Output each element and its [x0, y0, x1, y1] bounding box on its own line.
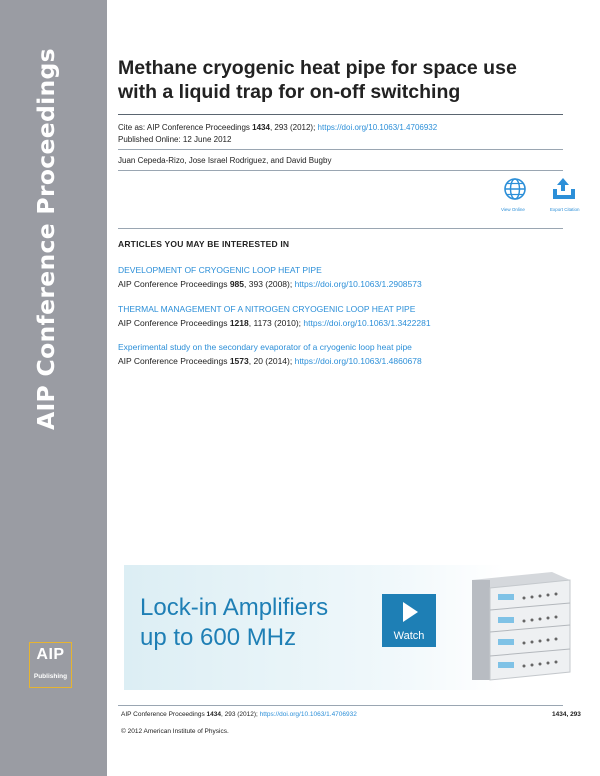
footer-cite-volume: 1434: [206, 711, 221, 718]
export-icon: [544, 176, 584, 208]
citation-rest: , 293 (2012);: [269, 123, 318, 132]
citation-prefix: Cite as: AIP Conference Proceedings: [118, 123, 253, 132]
ad-headline: [140, 593, 328, 653]
article-ref-prefix: AIP Conference Proceedings: [118, 356, 230, 366]
footer-cite-prefix: AIP Conference Proceedings: [121, 711, 207, 718]
related-article-title[interactable]: Experimental study on the secondary evaporator of a cryogenic loop heat pipe: [118, 342, 412, 352]
footer-cite-rest: , 293 (2012);: [220, 711, 260, 718]
article-ref-volume: 985: [229, 279, 245, 289]
footer-page-ref: 1434, 293: [552, 711, 581, 718]
related-article-ref: [118, 356, 422, 366]
view-online-label[interactable]: View Online: [501, 207, 525, 212]
instrument-stack-image: [462, 570, 574, 688]
citation-doi-link[interactable]: https://doi.org/10.1063/1.4706932: [317, 123, 438, 132]
article-ref-volume: 1573: [229, 356, 249, 366]
published-date: Published Online: 12 June 2012: [118, 135, 232, 144]
footer-divider: [118, 705, 563, 706]
paper-title: [118, 56, 578, 104]
citation-volume: 1434: [252, 123, 270, 132]
footer-citation: [121, 711, 357, 718]
article-ref-prefix: AIP Conference Proceedings: [118, 318, 230, 328]
footer-copyright: © 2012 American Institute of Physics.: [121, 728, 229, 735]
ad-headline-line1: Lock-in Amplifiers: [140, 594, 329, 621]
globe-icon: [495, 176, 535, 208]
meta-divider: [118, 149, 563, 150]
paper-title-line1: Methane cryogenic heat pipe for space use: [118, 57, 517, 79]
paper-title-line2: with a liquid trap for on-off switching: [118, 81, 461, 103]
article-doi-link[interactable]: https://doi.org/10.1063/1.4860678: [294, 356, 422, 366]
related-article-ref: [118, 279, 422, 289]
ad-headline-line2: up to 600 MHz: [140, 624, 297, 651]
related-article-title[interactable]: THERMAL MANAGEMENT OF A NITROGEN CRYOGENIC LOOP HEAT PIPE: [118, 304, 416, 314]
watch-button[interactable]: [382, 594, 436, 647]
article-doi-link[interactable]: https://doi.org/10.1063/1.2908573: [294, 279, 422, 289]
title-divider: [118, 114, 563, 115]
article-ref-rest: , 1173 (2010);: [248, 318, 304, 328]
article-ref-rest: , 20 (2014);: [248, 356, 295, 366]
article-ref-prefix: AIP Conference Proceedings: [118, 279, 230, 289]
aip-publishing-logo[interactable]: [29, 642, 72, 688]
article-ref-volume: 1218: [229, 318, 249, 328]
advertisement-banner[interactable]: [124, 565, 576, 690]
export-citation-label[interactable]: Export Citation: [550, 207, 580, 212]
related-articles-heading: ARTICLES YOU MAY BE INTERESTED IN: [118, 239, 290, 249]
article-doi-link[interactable]: https://doi.org/10.1063/1.3422281: [303, 318, 431, 328]
play-icon: [382, 594, 436, 630]
watch-button-label: Watch: [393, 630, 425, 642]
authors-divider: [118, 170, 563, 171]
citation-line: [118, 123, 437, 132]
related-article-title[interactable]: DEVELOPMENT OF CRYOGENIC LOOP HEAT PIPE: [118, 265, 322, 275]
journal-title: AIP Conference Proceedings: [32, 48, 60, 430]
sidebar: [0, 0, 107, 776]
article-ref-rest: , 393 (2008);: [244, 279, 295, 289]
actions-divider: [118, 228, 563, 229]
logo-main-text: AIP: [36, 646, 65, 663]
authors: Juan Cepeda-Rizo, Jose Israel Rodriguez, and David Bugby: [118, 156, 332, 165]
footer-doi-link[interactable]: https://doi.org/10.1063/1.4706932: [259, 711, 357, 718]
related-article-ref: [118, 318, 431, 328]
logo-sub-text: Publishing: [33, 673, 68, 680]
